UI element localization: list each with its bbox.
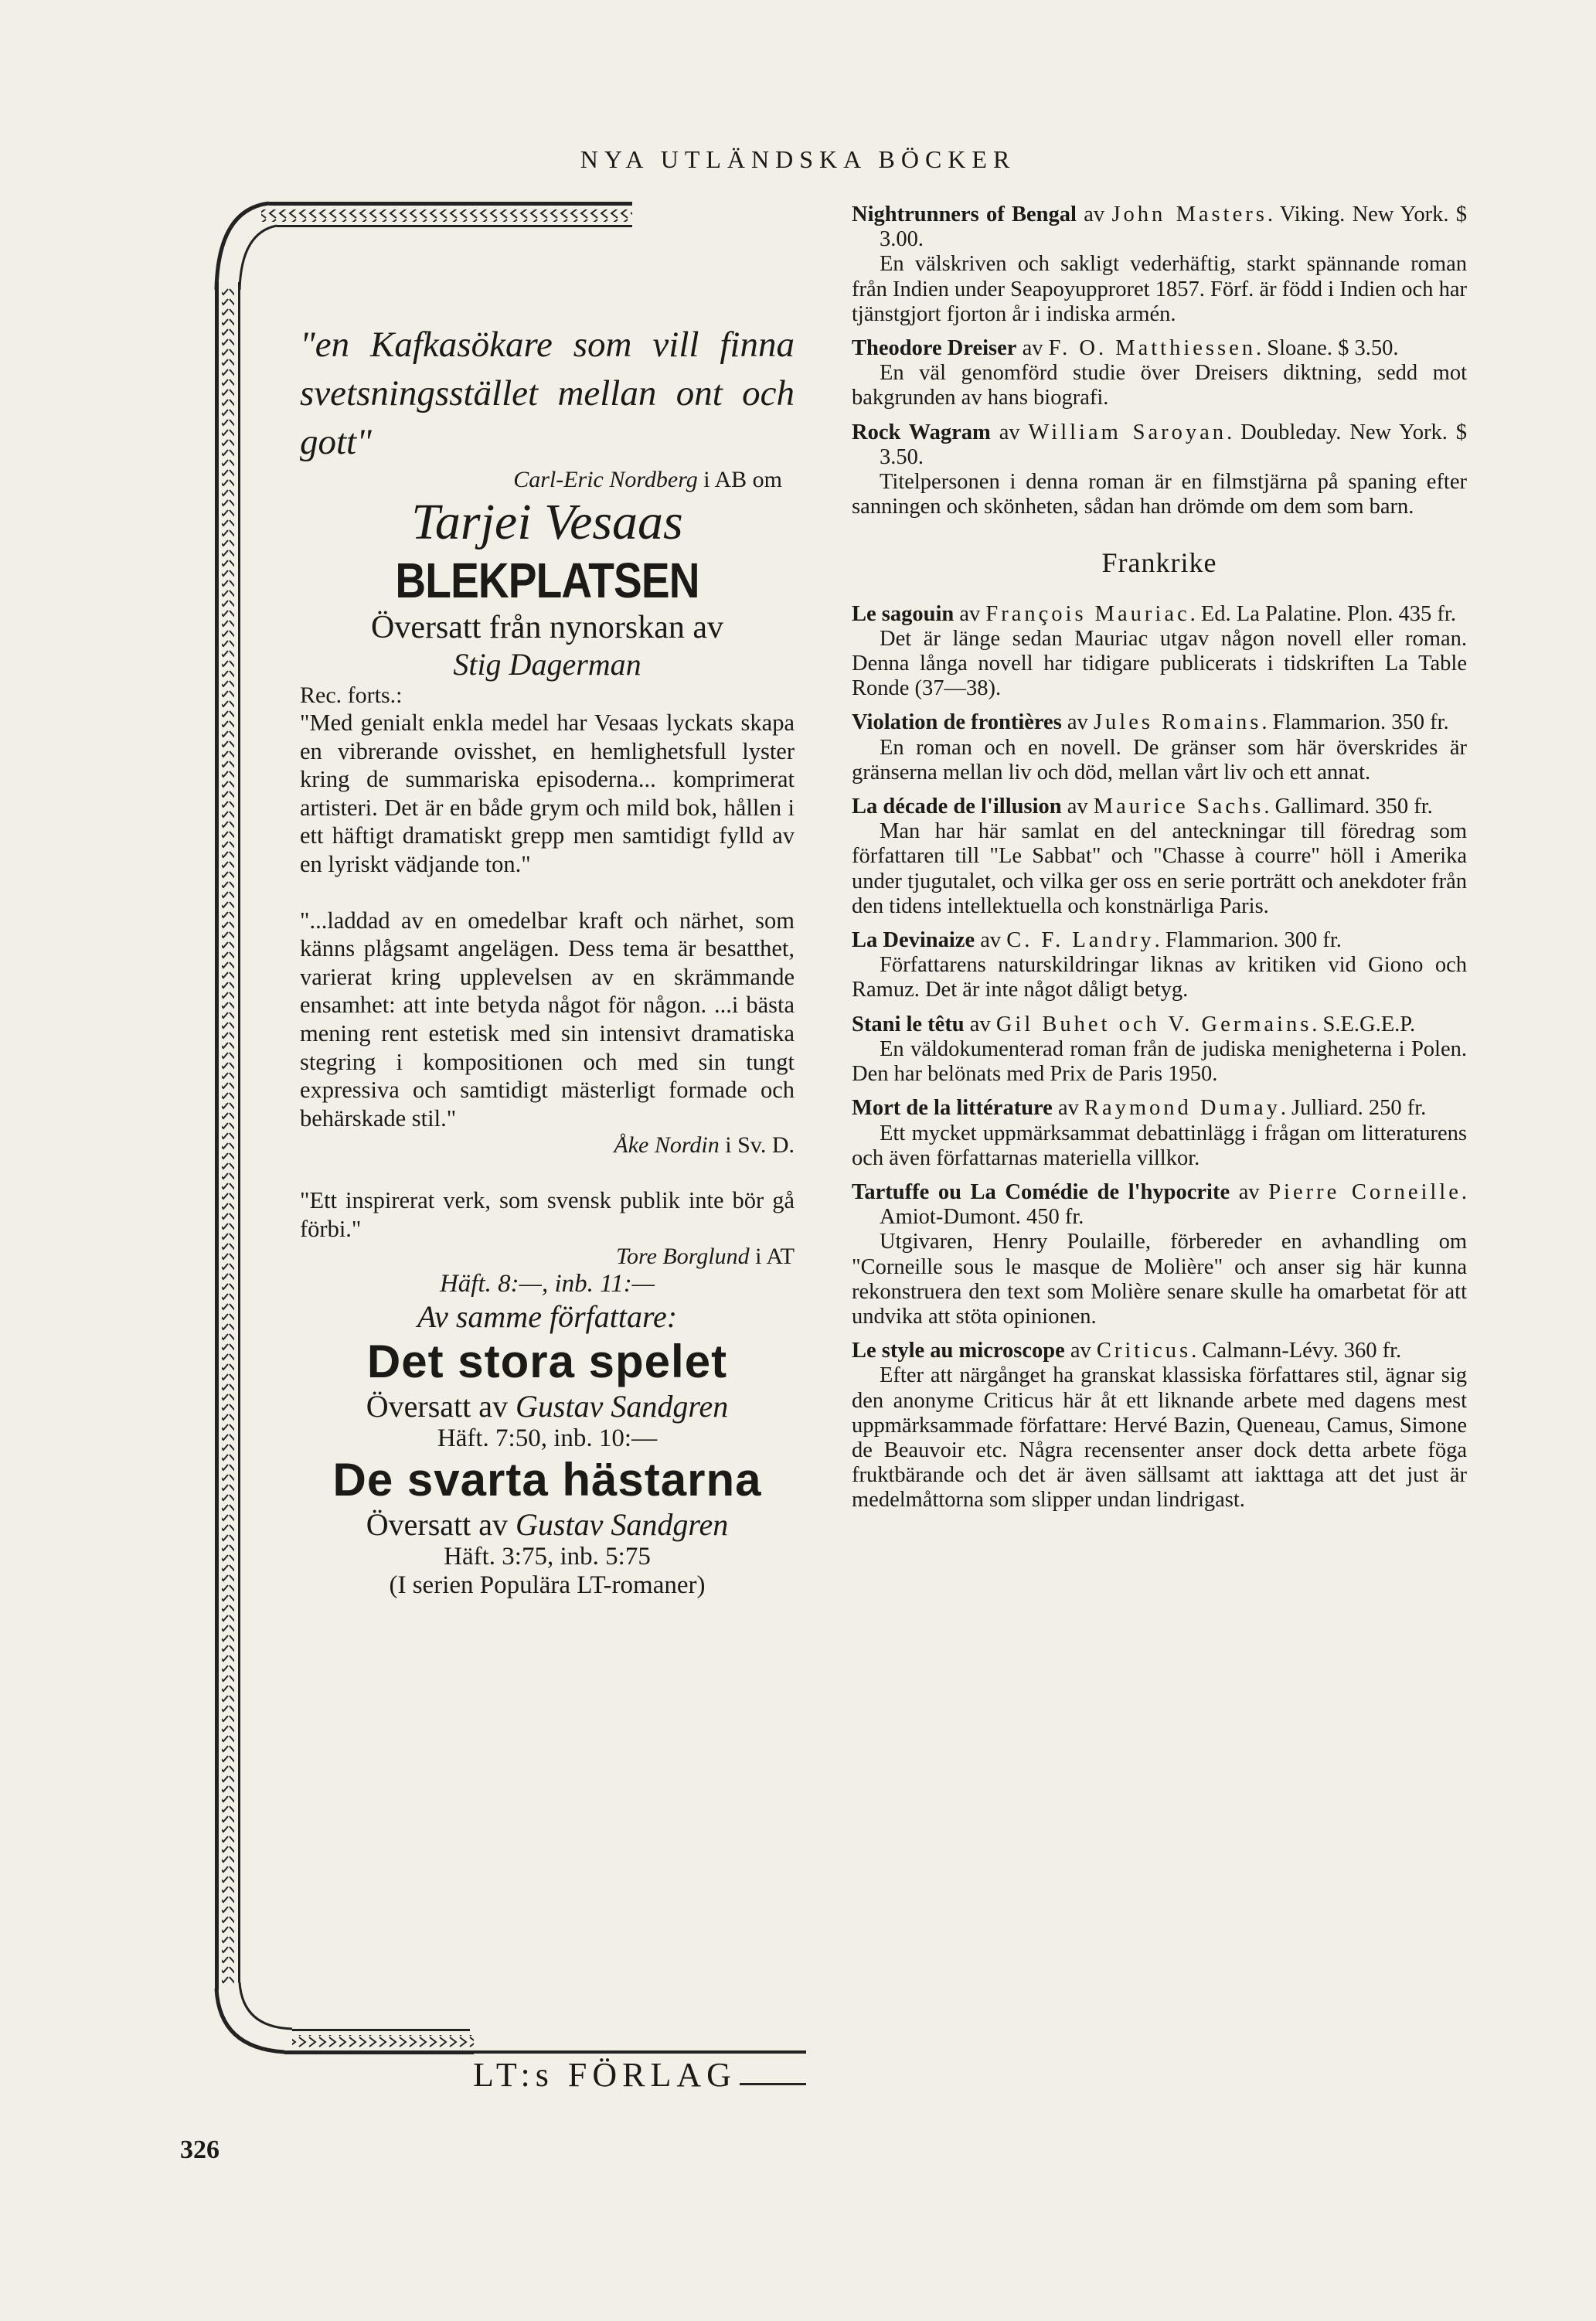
entry-description: Ett mycket uppmärksammat debattinlägg i frågan om litteraturens och även författarnas materiella villkor. bbox=[852, 1121, 1467, 1170]
by-label: av bbox=[1067, 795, 1088, 819]
publisher-advertisement bbox=[207, 197, 810, 2094]
price-line: Häft. 8:—, inb. 11:— bbox=[439, 1269, 655, 1298]
review-source: Åke Nordin bbox=[614, 1132, 720, 1159]
entry-heading bbox=[852, 795, 1467, 819]
teaser-line: gott" bbox=[300, 422, 372, 462]
review-attribution bbox=[300, 1244, 795, 1270]
teaser-line: "en Kafkasökare som vill finna bbox=[300, 325, 795, 365]
book-title: Nightrunners of Bengal bbox=[852, 202, 1077, 226]
review-entry bbox=[852, 336, 1467, 411]
other-book-title: Det stora spelet bbox=[366, 1335, 728, 1387]
same-author-heading: Av samme författare: bbox=[417, 1298, 678, 1334]
publication-info: . Doubleday. New York. $ 3.50. bbox=[880, 420, 1467, 469]
other-book-title: De svarta hästarna bbox=[332, 1453, 762, 1506]
teaser-source: Carl-Eric Nordberg bbox=[513, 467, 698, 492]
book-author: Raymond Dumay bbox=[1084, 1096, 1281, 1121]
review-source: Tore Borglund bbox=[616, 1243, 750, 1269]
entry-description: Efter att närgånget ha granskat klassiska författares stil, ägnar sig den anonyme Criticus här åt ett liknande arbete med dagens mest uppmärksammade författare: Hervé Bazin, Queneau, Camus, Simone de Beauvoir etc. Några recensenter anser dock detta arbete föga fruktbärande och det är även sällsamt att iakttaga att det just är medelmåttorna som slipper undan lindrigast. bbox=[852, 1363, 1467, 1513]
book-author: C. F. Landry bbox=[1006, 928, 1155, 953]
book-author: Maurice Sachs bbox=[1093, 795, 1264, 819]
review-entry bbox=[852, 710, 1467, 785]
by-label: av bbox=[1084, 202, 1105, 226]
entry-heading bbox=[852, 420, 1467, 470]
book-title: Le sagouin bbox=[852, 601, 955, 626]
publication-info: . Viking. New York. $ 3.00. bbox=[880, 202, 1468, 252]
book-author: F. O. Matthiessen bbox=[1048, 336, 1256, 361]
review-entry bbox=[852, 1339, 1467, 1513]
book-author: Pierre Corneille bbox=[1268, 1179, 1462, 1204]
book-author: Criticus bbox=[1096, 1339, 1192, 1363]
book-author: John Masters bbox=[1111, 202, 1268, 226]
review-suffix: i Sv. D. bbox=[725, 1132, 795, 1159]
by-label: av bbox=[969, 1012, 991, 1036]
entry-heading bbox=[852, 928, 1467, 953]
book-author: Gil Buhet och V. Germains bbox=[995, 1012, 1312, 1036]
book-author: Jules Romains bbox=[1093, 710, 1262, 735]
review-suffix: i AT bbox=[755, 1243, 795, 1269]
review-list-france bbox=[852, 602, 1467, 1513]
publication-info: . Gallimard. 350 fr. bbox=[1264, 795, 1433, 819]
publication-info: . Ed. La Palatine. Plon. 435 fr. bbox=[1189, 601, 1456, 626]
by-label: av bbox=[1067, 710, 1088, 735]
entry-description: Man har här samlat en del anteckningar till föredrag som författaren till "Le Sabbat" och "Chasse à courre" höll i Amerika under tjugutalet, och vilka ger oss en serie porträtt och anekdoter från den tidens intellektuella och konstnärliga Paris. bbox=[852, 819, 1467, 918]
publication-info: . Flammarion. 300 fr. bbox=[1154, 928, 1342, 953]
publication-info: . Amiot-Dumont. 450 fr. bbox=[880, 1179, 1468, 1230]
entry-description: Det är länge sedan Mauriac utgav någon novell eller roman. Denna långa novell har tidigare publicerats i tidskriften La Table Ronde (37—38). bbox=[852, 626, 1467, 701]
teaser-quote bbox=[300, 321, 795, 467]
review-entry bbox=[852, 1180, 1467, 1329]
book-title: Tartuffe ou La Comédie de l'hypocrite bbox=[852, 1179, 1230, 1204]
entry-description: En roman och en novell. De gränser som här överskrides är gränserna mellan liv och död, mellan vårt liv och ett annat. bbox=[852, 735, 1467, 784]
entry-description: Författarens naturskildringar liknas av kritiken vid Giono och Ramuz. Det är inte något dåligt betyg. bbox=[852, 953, 1467, 1002]
book-title: Le style au microscope bbox=[852, 1339, 1065, 1363]
book-title: Stani le têtu bbox=[852, 1012, 965, 1036]
by-label: av bbox=[1070, 1339, 1091, 1363]
by-label: av bbox=[1238, 1179, 1260, 1204]
other-book-translation bbox=[300, 1388, 795, 1424]
review-attribution bbox=[300, 1132, 795, 1159]
series-note: (I serien Populära LT-romaner) bbox=[389, 1571, 706, 1599]
teaser-line: svetsningsstället mellan ont och bbox=[300, 373, 795, 413]
book-title: Theodore Dreiser bbox=[852, 336, 1017, 361]
entry-description: Titelpersonen i denna roman är en filmstjärna på spaning efter sanningen och skönheten, sådan han drömde om dem som barn. bbox=[852, 470, 1467, 519]
publication-info: . Calmann-Lévy. 360 fr. bbox=[1191, 1339, 1402, 1363]
entry-heading bbox=[852, 202, 1467, 252]
entry-heading bbox=[852, 710, 1467, 735]
translator-name: Gustav Sandgren bbox=[516, 1506, 729, 1542]
review-column bbox=[852, 202, 1467, 1523]
book-author: François Mauriac bbox=[985, 601, 1190, 626]
entry-heading bbox=[852, 1012, 1467, 1037]
entry-heading bbox=[852, 1339, 1467, 1363]
entry-heading bbox=[852, 1096, 1467, 1121]
by-label: av bbox=[1022, 336, 1043, 361]
review-entry bbox=[852, 1096, 1467, 1171]
translation-label: Översatt av bbox=[366, 1506, 509, 1542]
review-quote: "...laddad av en omedelbar kraft och närhet, som känns plågsamt angelägen. Dess tema är besatthet, varierat kring upplevelsen av en skrämmande ensamhet: att inte betyda något för någon. ...i bästa mening rent estetisk med sin intensivt dramatiska stegring i kompositionen och med sin tungt expressiva och samtidigt mästerligt formade och behärskade stil." bbox=[300, 907, 795, 1132]
book-title: Violation de frontières bbox=[852, 710, 1062, 735]
entry-heading bbox=[852, 602, 1467, 627]
section-heading: Frankrike bbox=[1101, 547, 1217, 579]
book-title: La Devinaize bbox=[852, 928, 975, 953]
other-book-price: Häft. 7:50, inb. 10:— bbox=[437, 1424, 658, 1452]
teaser-suffix: i AB om bbox=[703, 467, 782, 492]
entry-heading bbox=[852, 1180, 1467, 1230]
review-entry bbox=[852, 420, 1467, 520]
publication-info: . Sloane. $ 3.50. bbox=[1256, 336, 1399, 361]
translator-name: Stig Dagerman bbox=[453, 647, 641, 682]
book-title: La décade de l'illusion bbox=[852, 795, 1062, 819]
page-number: 326 bbox=[180, 2136, 219, 2164]
entry-description: En välskriven och sakligt vederhäftig, starkt spännande roman från Indien under Seapoyupproret 1857. Förf. är född i Indien och har tjänstgjort fjorton år i indiska armén. bbox=[852, 252, 1467, 326]
other-book-translation bbox=[300, 1506, 795, 1543]
review-entry bbox=[852, 602, 1467, 702]
publisher-name: LT:s FÖRLAG bbox=[470, 2056, 740, 2095]
book-title: Mort de la littérature bbox=[852, 1096, 1053, 1121]
review-entry bbox=[852, 928, 1467, 1003]
review-quote: "Med genialt enkla medel har Vesaas lyckats skapa en vibrerande ovisshet, en hemlighetsfull lyster kring de summariska episoderna... komprimerat artisteri. Det är en både grym och mild bok, hållen i ett häftigt dramatiskt grepp men samtidigt fylld av en lyriskt vädjande ton." bbox=[300, 710, 795, 877]
review-entry bbox=[852, 795, 1467, 919]
running-head: NYA UTLÄNDSKA BÖCKER bbox=[580, 145, 1016, 173]
publication-info: . S.E.G.E.P. bbox=[1312, 1012, 1416, 1036]
other-book-price: Häft. 3:75, inb. 5:75 bbox=[444, 1542, 651, 1571]
entry-description: En väldokumenterad roman från de judiska menigheterna i Polen. Den har belönats med Prix de Paris 1950. bbox=[852, 1036, 1467, 1087]
by-label: av bbox=[999, 420, 1020, 444]
book-title: Rock Wagram bbox=[852, 420, 991, 444]
entry-description: En väl genomförd studie över Dreisers diktning, sedd mot bakgrunden av hans biografi. bbox=[852, 361, 1467, 410]
publication-info: . Julliard. 250 fr. bbox=[1280, 1096, 1427, 1121]
entry-heading bbox=[852, 336, 1467, 361]
publication-info: . Flammarion. 350 fr. bbox=[1261, 710, 1449, 735]
by-label: av bbox=[980, 928, 1002, 953]
translation-line: Översatt från nynorskan av bbox=[370, 610, 723, 645]
by-label: av bbox=[959, 601, 981, 626]
book-title: BLEKPLATSEN bbox=[395, 553, 699, 608]
translator-name: Gustav Sandgren bbox=[516, 1388, 729, 1424]
review-quote: "Ett inspirerat verk, som svensk publik inte bör gå förbi." bbox=[300, 1187, 795, 1242]
translation-label: Översatt av bbox=[366, 1388, 509, 1424]
entry-description: Utgivaren, Henry Poulaille, förbereder en avhandling om "Corneille sous le masque de Molière" och anser sig här kunna rekonstruera den text som Molière senare skulle ha omarbetat för att undvika att stöta opinionen. bbox=[852, 1230, 1467, 1329]
by-label: av bbox=[1057, 1096, 1079, 1121]
review-list bbox=[852, 202, 1467, 519]
review-entry bbox=[852, 1012, 1467, 1087]
review-label: Rec. forts.: bbox=[300, 682, 403, 708]
author-name: Tarjei Vesaas bbox=[411, 494, 683, 550]
teaser-attribution bbox=[300, 467, 795, 493]
review-entry bbox=[852, 202, 1467, 327]
book-author: William Saroyan bbox=[1028, 420, 1227, 444]
